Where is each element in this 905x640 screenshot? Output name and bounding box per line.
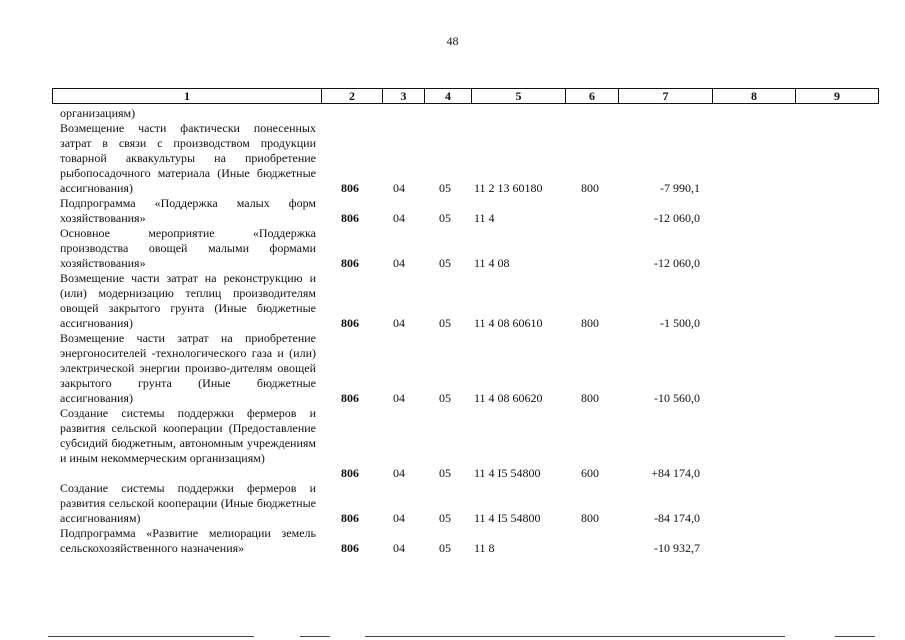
scan-edge-line <box>48 636 254 637</box>
amount: -10 560,0 <box>654 391 700 405</box>
ministry-code: 806 <box>341 541 359 555</box>
amount: -84 174,0 <box>654 511 700 525</box>
target-item-code: 11 4 <box>474 211 495 225</box>
header-col-8: 8 <box>712 89 795 103</box>
row-description: Основное мероприятие «Поддержка производства овощей малыми формами хозяйствования» <box>60 226 316 270</box>
subsection-code: 05 <box>439 256 451 270</box>
row-description: Возмещение части затрат на приобретение энергоносителей -технологического газа и (или) электрической энергии произво-дителям овощей закрытого грунта (Иные бюджетные ассигнования) <box>60 331 316 405</box>
row-description: Создание системы поддержки фермеров и развития сельской кооперации (Иные бюджетные ассигнованиям) <box>60 481 316 525</box>
ministry-code: 806 <box>341 511 359 525</box>
subsection-code: 05 <box>439 181 451 195</box>
amount: +84 174,0 <box>651 466 700 480</box>
expense-type-code: 800 <box>581 181 599 195</box>
target-item-code: 11 4 08 60620 <box>474 391 543 405</box>
header-col-4: 4 <box>424 89 471 103</box>
ministry-code: 806 <box>341 466 359 480</box>
amount: -1 500,0 <box>660 316 700 330</box>
scan-edge-line <box>300 636 330 637</box>
ministry-code: 806 <box>341 211 359 225</box>
amount: -7 990,1 <box>660 181 700 195</box>
page-number: 48 <box>446 34 459 48</box>
section-code: 04 <box>393 256 405 270</box>
expense-type-code: 800 <box>581 391 599 405</box>
amount: -10 932,7 <box>654 541 700 555</box>
target-item-code: 11 4 08 <box>474 256 510 270</box>
subsection-code: 05 <box>439 511 451 525</box>
section-code: 04 <box>393 511 405 525</box>
header-col-9: 9 <box>795 89 878 103</box>
target-item-code: 11 4 I5 54800 <box>474 511 541 525</box>
scan-edge-line <box>835 636 875 637</box>
subsection-code: 05 <box>439 391 451 405</box>
header-col-7: 7 <box>618 89 712 103</box>
header-col-2: 2 <box>321 89 382 103</box>
header-col-3: 3 <box>382 89 424 103</box>
target-item-code: 11 8 <box>474 541 495 555</box>
expense-type-code: 800 <box>581 316 599 330</box>
row-description: Создание системы поддержки фермеров и развития сельской кооперации (Предоставление субсидий бюджетным, автономным учреждениям и иным некоммерческим организациям) <box>60 406 316 465</box>
ministry-code: 806 <box>341 391 359 405</box>
target-item-code: 11 2 13 60180 <box>474 181 543 195</box>
row-description: организациям) <box>60 106 136 120</box>
subsection-code: 05 <box>439 211 451 225</box>
ministry-code: 806 <box>341 316 359 330</box>
expense-type-code: 600 <box>581 466 599 480</box>
target-item-code: 11 4 08 60610 <box>474 316 543 330</box>
section-code: 04 <box>393 316 405 330</box>
subsection-code: 05 <box>439 466 451 480</box>
amount: -12 060,0 <box>654 211 700 225</box>
header-col-5: 5 <box>471 89 565 103</box>
scan-edge-line <box>365 636 785 637</box>
section-code: 04 <box>393 466 405 480</box>
table-header <box>52 88 879 104</box>
row-description: Возмещение части фактически понесенных затрат в связи с производством продукции товарной аквакультуры на приобретение рыбопосадочного материала (Иные бюджетные ассигнования) <box>60 121 316 195</box>
target-item-code: 11 4 I5 54800 <box>474 466 541 480</box>
subsection-code: 05 <box>439 316 451 330</box>
amount: -12 060,0 <box>654 256 700 270</box>
row-description: Подпрограмма «Развитие мелиорации земель сельскохозяйственного назначения» <box>60 526 316 555</box>
subsection-code: 05 <box>439 541 451 555</box>
ministry-code: 806 <box>341 181 359 195</box>
section-code: 04 <box>393 181 405 195</box>
ministry-code: 806 <box>341 256 359 270</box>
section-code: 04 <box>393 391 405 405</box>
header-col-6: 6 <box>565 89 618 103</box>
section-code: 04 <box>393 211 405 225</box>
expense-type-code: 800 <box>581 511 599 525</box>
row-description: Подпрограмма «Поддержка малых форм хозяйствования» <box>60 196 316 225</box>
section-code: 04 <box>393 541 405 555</box>
header-col-1: 1 <box>184 89 190 103</box>
row-description: Возмещение части затрат на реконструкцию и (или) модернизацию теплиц производителям овощей закрытого грунта (Иные бюджетные ассигнования) <box>60 271 316 330</box>
